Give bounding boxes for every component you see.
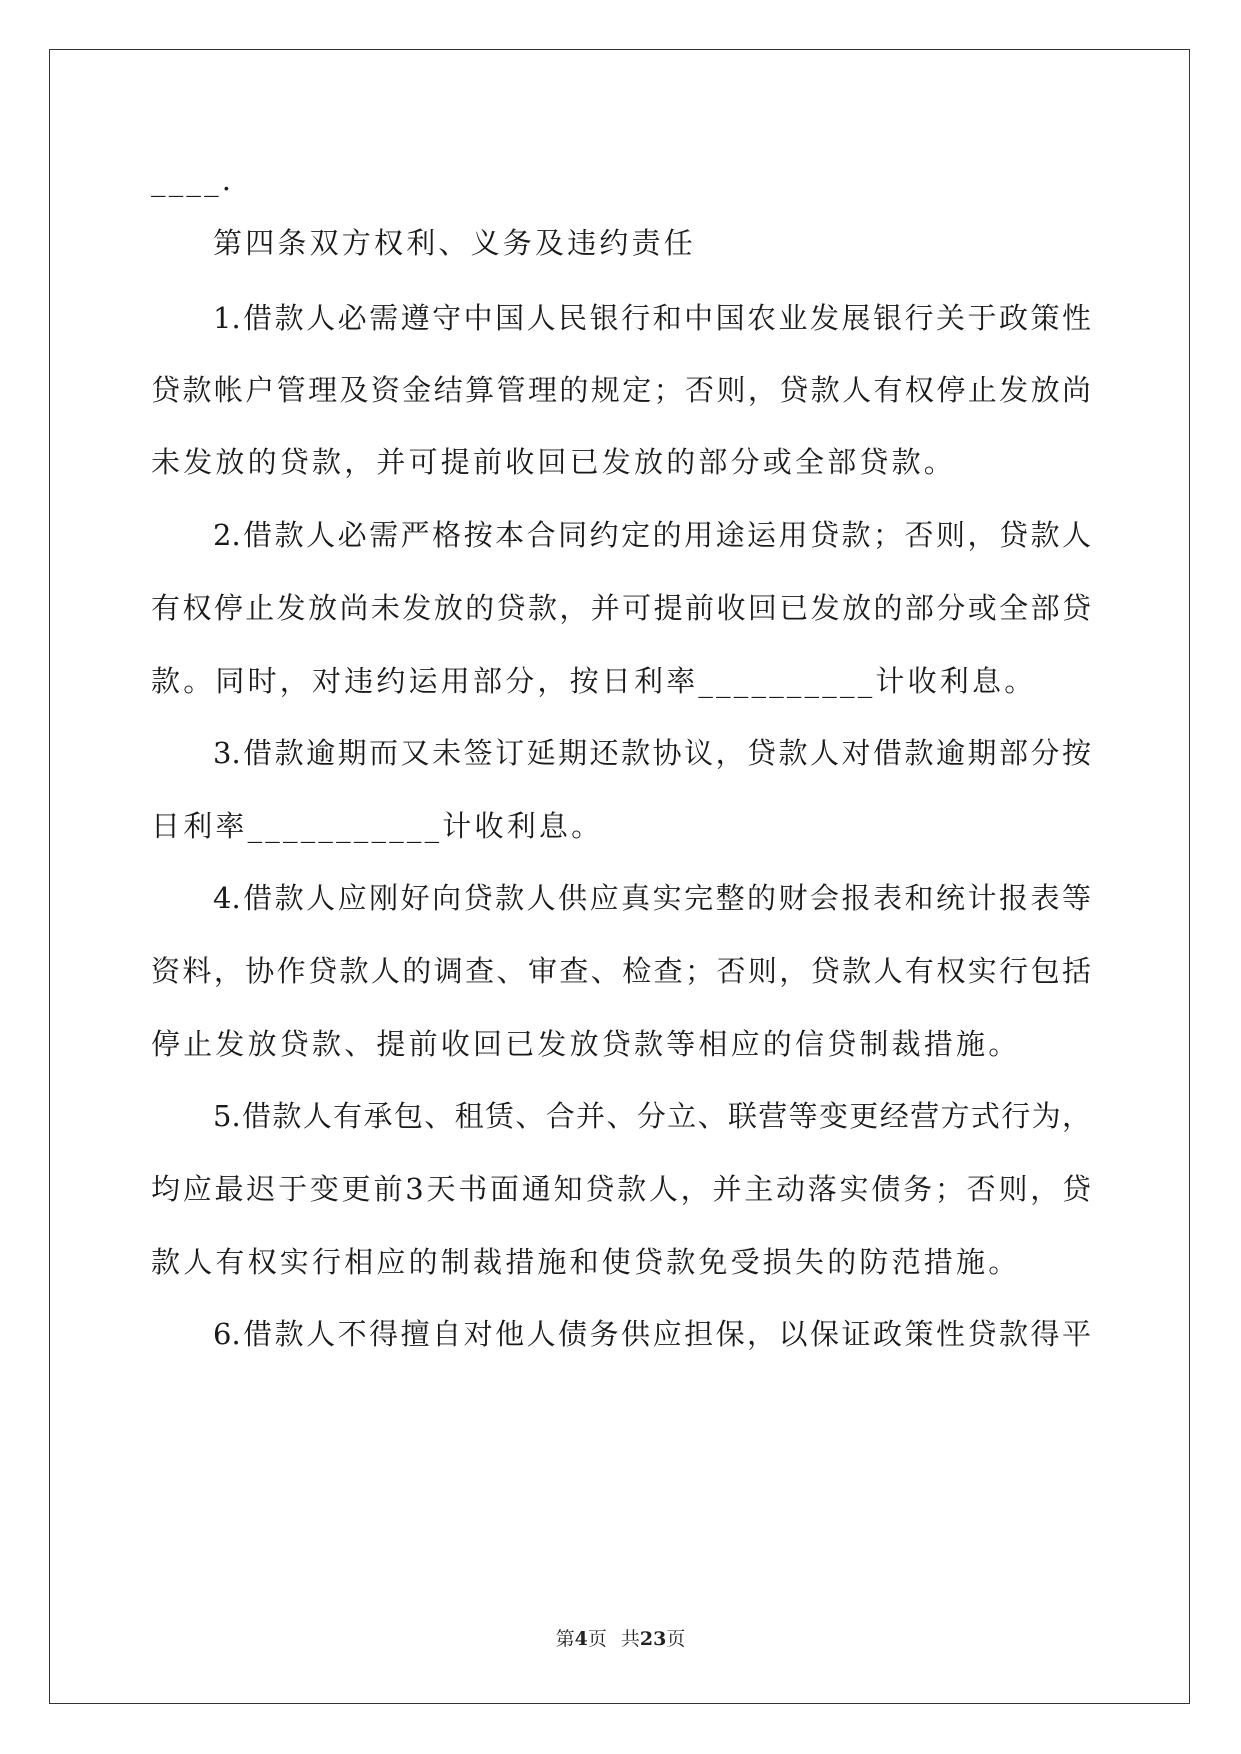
text-line: 资料，协作贷款人的调查、审查、检查；否则，贷款人有权实行包括 bbox=[151, 954, 1091, 988]
page-number: 4 bbox=[574, 1628, 588, 1650]
total-pages: 23 bbox=[639, 1628, 667, 1650]
text-line: 贷款帐户管理及资金结算管理的规定；否则，贷款人有权停止发放尚 bbox=[151, 373, 1091, 407]
text-line: 4.借款人应刚好向贷款人供应真实完整的财会报表和统计报表等 bbox=[213, 881, 1091, 915]
text-line: 1.借款人必需遵守中国人民银行和中国农业发展银行关于政策性 bbox=[213, 301, 1091, 335]
text-line: 6.借款人不得擅自对他人债务供应担保，以保证政策性贷款得平 bbox=[213, 1317, 1091, 1351]
total-suffix: 页 bbox=[666, 1628, 686, 1650]
text-line: 日利率___________计收利息。 bbox=[151, 809, 604, 843]
text-line: 2.借款人必需严格按本合同约定的用途运用贷款；否则，贷款人 bbox=[213, 518, 1091, 552]
text-line: 停止发放贷款、提前收回已发放贷款等相应的信贷制裁措施。 bbox=[151, 1027, 1021, 1061]
text-line: ____. bbox=[151, 163, 235, 197]
text-line: 有权停止发放尚未发放的贷款，并可提前收回已发放的部分或全部贷 bbox=[151, 591, 1091, 625]
page-footer bbox=[0, 1627, 1241, 1651]
text-line: 未发放的贷款，并可提前收回已发放的部分或全部贷款。 bbox=[151, 445, 957, 479]
text-line: 款。同时，对违约运用部分，按日利率__________计收利息。 bbox=[151, 664, 1037, 698]
text-line: 5.借款人有承包、租赁、合并、分立、联营等变更经营方式行为， bbox=[213, 1099, 1091, 1133]
text-line: 3.借款逾期而又未签订延期还款协议，贷款人对借款逾期部分按 bbox=[213, 736, 1091, 770]
page-prefix: 第 bbox=[555, 1628, 575, 1650]
page-suffix: 页 bbox=[587, 1628, 607, 1650]
text-line: 均应最迟于变更前3天书面通知贷款人，并主动落实债务；否则，贷 bbox=[151, 1172, 1091, 1206]
total-prefix: 共 bbox=[620, 1628, 640, 1650]
section-heading: 第四条双方权利、义务及违约责任 bbox=[213, 226, 697, 260]
text-line: 款人有权实行相应的制裁措施和使贷款免受损失的防范措施。 bbox=[151, 1245, 1021, 1279]
